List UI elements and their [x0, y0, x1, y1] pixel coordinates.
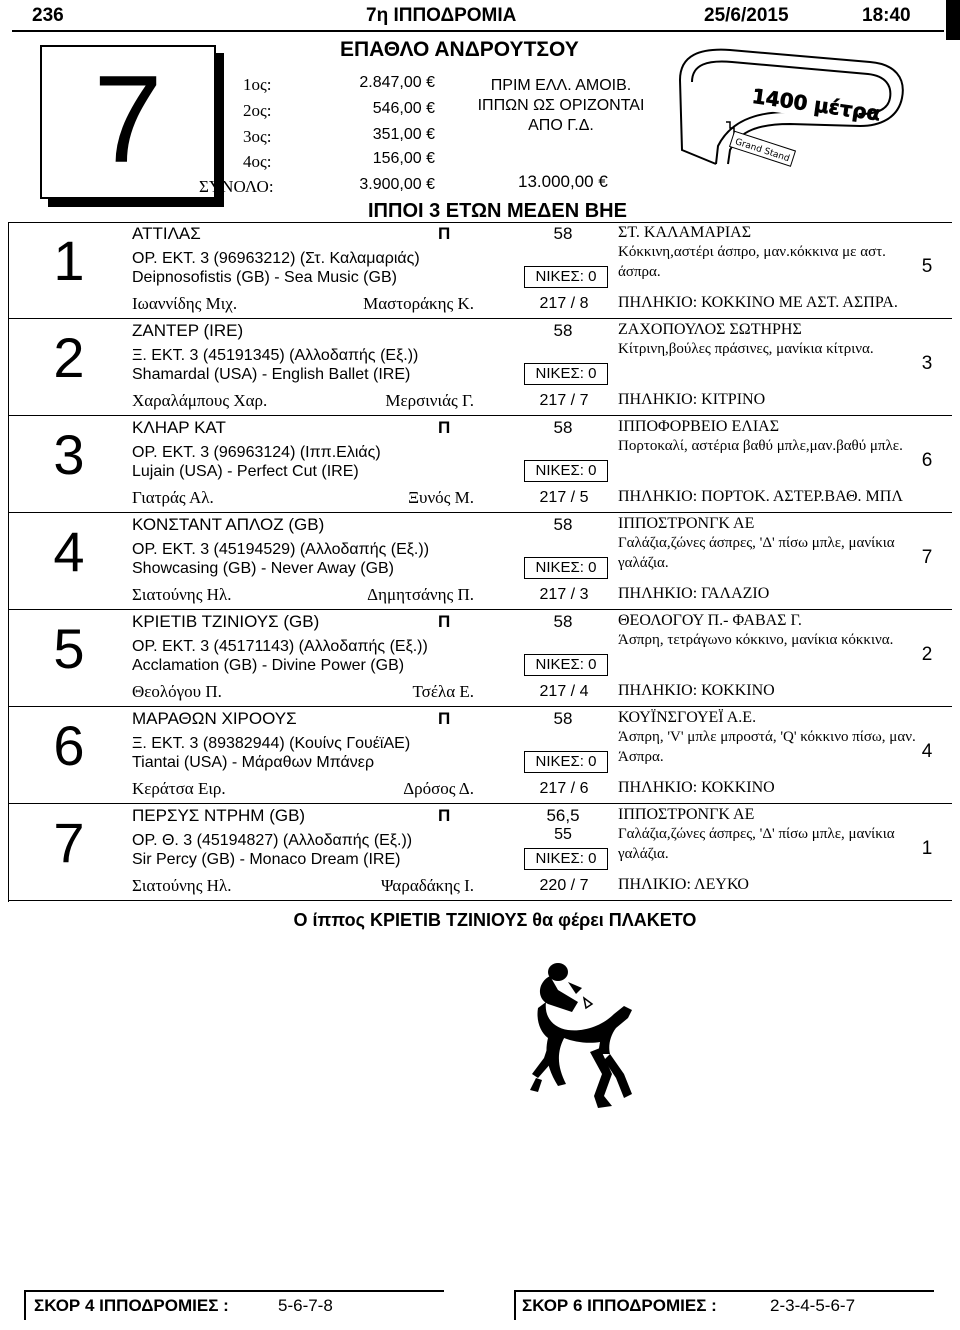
- distance-gate: 220 / 7: [539, 877, 589, 894]
- draw-number: 6: [921, 450, 933, 471]
- wins-box: ΝΙΚΕΣ: 0: [524, 751, 608, 773]
- horse-name: ΚΟΝΣΤΑΝΤ ΑΠΛΟΖ (GB): [132, 515, 325, 534]
- horse-weight: 58: [553, 612, 573, 631]
- skor4-value: 5-6-7-8: [278, 1296, 333, 1315]
- entry-row: [8, 319, 952, 416]
- silk-colours: Κίτρινη,βούλες πράσινες, μανίκια κίτρινα.: [618, 341, 874, 357]
- horse-weight: 58: [553, 321, 573, 340]
- prize-total-label: ΣΥΝΟΛΟ:: [199, 177, 274, 196]
- silk-colours: Άσπρη, τετράγωνο κόκκινο, μανίκια κόκκινα.: [618, 632, 894, 648]
- jockey-name: Δημητσάνης Π.: [367, 585, 474, 604]
- race-date: 25/6/2015: [704, 5, 789, 26]
- program-number: 5: [53, 617, 85, 680]
- horse-weight: 58: [553, 224, 573, 243]
- owner-name: ΖΑΧΟΠΟΥΛΟΣ ΣΩΤΗΡΗΣ: [618, 321, 802, 338]
- conditions-total: 13.000,00 €: [518, 172, 608, 191]
- prize-value: 2.847,00 €: [359, 74, 435, 91]
- condition-line: ΠΡΙΜ ΕΛΛ. ΑΜΟΙΒ.: [490, 77, 632, 94]
- program-number: 2: [53, 326, 85, 389]
- horse-name: ΑΤΤΙΛΑΣ: [132, 224, 201, 243]
- horse-registration: ΟΡ. ΕΚΤ. 3 (45171143) (Αλλοδαπής (Εξ.)): [132, 638, 428, 655]
- horse-pedigree: Lujain (USA) - Perfect Cut (IRE): [132, 463, 359, 480]
- prize-table: [199, 70, 435, 200]
- track-distance: 1400 μέτρα: [750, 83, 882, 126]
- horse-jockey-illustration: [528, 958, 640, 1114]
- wins-box: ΝΙΚΕΣ: 0: [524, 266, 608, 288]
- condition-line: ΑΠΟ Γ.Δ.: [528, 117, 594, 134]
- silk-colours: Άσπρη, 'V' μπλε μπροστά, 'Q' κόκκινο πίσω, μαν. Άσπρα.: [618, 729, 916, 765]
- race-label: 7η ΙΠΠΟΔΡΟΜΙΑ: [366, 5, 517, 26]
- race-title: ΕΠΑΘΛΟ ΑΝΔΡΟΥΤΣΟΥ: [340, 38, 579, 61]
- trainer-name: Θεολόγου Π.: [132, 682, 222, 701]
- horse-registration: ΟΡ. ΕΚΤ. 3 (45194529) (Αλλοδαπής (Εξ.)): [132, 541, 430, 558]
- prize-value: 156,00 €: [372, 150, 435, 167]
- race-number: 7: [93, 51, 163, 189]
- helmet-colour: ΠΗΛΗΚΙΟ: ΓΑΛΑΖΙΟ: [618, 585, 770, 602]
- helmet-colour: ΠΗΛΗΚΙΟ: ΚΟΚΚΙΝΟ: [618, 682, 775, 699]
- horse-name: ΚΛΗΑΡ ΚΑΤ: [132, 418, 226, 437]
- horse-pedigree: Deipnosofistis (GB) - Sea Music (GB): [132, 269, 397, 286]
- horse-name: ΜΑΡΑΘΩΝ ΧΙΡΟΟΥΣ: [132, 709, 297, 728]
- entry-row: [8, 804, 952, 901]
- entry-row: [8, 707, 952, 804]
- helmet-colour: ΠΗΛΗΚΙΟ: ΠΟΡΤΟΚ. ΑΣΤΕΡ.ΒΑΘ. ΜΠΛ: [618, 488, 903, 505]
- owner-name: ΘΕΟΛΟΓΟΥ Π.- ΦΑΒΑΣ Γ.: [618, 612, 802, 629]
- draw-number: 5: [921, 256, 933, 277]
- horse-name: ΚΡΙΕΤΙΒ ΤΖΙΝΙΟΥΣ (GB): [132, 612, 320, 631]
- page-header: [12, 0, 944, 32]
- distance-gate: 217 / 6: [539, 780, 589, 797]
- horse-registration: ΟΡ. Θ. 3 (45194827) (Αλλοδαπής (Εξ.)): [132, 832, 413, 849]
- horse-flag: Π: [438, 806, 451, 825]
- entry-row: [8, 610, 952, 707]
- horse-pedigree: Tiantai (USA) - Μάραθων Μπάνερ: [132, 754, 375, 771]
- trainer-name: Χαραλάμπους Χαρ.: [132, 391, 268, 410]
- silk-colours: Γαλάζια,ζώνες άσπρες, 'Δ' πίσω μπλε, μανίκια γαλάζια.: [618, 535, 895, 571]
- draw-number: 3: [921, 353, 933, 374]
- skor4-left-rule: [24, 1290, 26, 1320]
- jockey-name: Ψαραδάκης Ι.: [380, 876, 474, 895]
- horse-weight: 58: [553, 709, 573, 728]
- race-conditions: [466, 76, 656, 136]
- header-edge-bar: [946, 0, 960, 40]
- jockey-name: Μαστοράκης Κ.: [363, 294, 474, 313]
- entry-row: [8, 416, 952, 513]
- helmet-colour: ΠΗΛΗΚΙΟ: ΚΟΚΚΙΝΟ ΜΕ ΑΣΤ. ΑΣΠΡΑ.: [618, 294, 898, 311]
- prize-label: 4ος:: [243, 152, 272, 171]
- trainer-name: Σιατούνης Ηλ.: [132, 876, 232, 895]
- skor4-rule: [24, 1290, 444, 1292]
- horse-flag: Π: [438, 612, 451, 631]
- trainer-name: Κεράτσα Ειρ.: [132, 779, 226, 798]
- program-number: 3: [53, 423, 85, 486]
- horse-registration: Ξ. ΕΚΤ. 3 (45191345) (Αλλοδαπής (Εξ.)): [132, 347, 419, 364]
- horse-registration: ΟΡ. ΕΚΤ. 3 (96963124) (Ιππ.Ελιάς): [132, 444, 381, 461]
- track-outline-bend: [680, 80, 716, 164]
- jockey-name: Τσέλα Ε.: [412, 682, 474, 701]
- horse-flag: Π: [438, 709, 451, 728]
- skor4-label: ΣΚΟΡ 4 ΙΠΠΟΔΡΟΜΙΕΣ :: [34, 1296, 229, 1315]
- race-subtitle: ΙΠΠΟΙ 3 ΕΤΩΝ ΜΕΔΕΝ ΒΗΕ: [368, 200, 627, 222]
- distance-gate: 217 / 5: [539, 489, 589, 506]
- wins-box: ΝΙΚΕΣ: 0: [524, 557, 608, 579]
- wins-box: ΝΙΚΕΣ: 0: [524, 363, 608, 385]
- entry-row: [8, 222, 952, 319]
- program-number: 4: [53, 520, 85, 583]
- program-number: 6: [53, 714, 85, 777]
- horse-hoof: [530, 1078, 542, 1092]
- trainer-name: Γιατράς Αλ.: [132, 488, 214, 507]
- prize-value: 351,00 €: [372, 126, 435, 143]
- skor6-left-rule: [514, 1290, 516, 1320]
- silk-colours: Γαλάζια,ζώνες άσπρες, 'Δ' πίσω μπλε, μανίκια γαλάζια.: [618, 826, 895, 862]
- horse-registration: Ξ. ΕΚΤ. 3 (89382944) (Κουίνς ΓουέϊΑΕ): [132, 735, 411, 752]
- horse-weight-alt: 55: [554, 826, 572, 843]
- silk-colours: Κόκκινη,αστέρι άσπρο, μαν.κόκκινα με αστ. άσπρα.: [618, 244, 886, 280]
- jockey-name: Ξυνός Μ.: [408, 488, 474, 507]
- distance-gate: 217 / 8: [539, 295, 589, 312]
- jockey-arm: [568, 982, 582, 994]
- jockey-name: Μερσινιάς Γ.: [385, 391, 474, 410]
- condition-line: ΙΠΠΩΝ ΩΣ ΟΡΙΖΟΝΤΑΙ: [477, 97, 645, 114]
- horse-pedigree: Acclamation (GB) - Divine Power (GB): [132, 657, 405, 674]
- skor6-rule: [514, 1290, 934, 1292]
- horse-weight: 58: [553, 418, 573, 437]
- owner-name: ΙΠΠΟΦΟΡΒΕΙΟ ΕΛΙΑΣ: [618, 418, 780, 435]
- distance-gate: 217 / 7: [539, 392, 589, 409]
- race-number-box: [40, 45, 216, 199]
- prize-value: 546,00 €: [372, 100, 435, 117]
- horse-weight: 56,5: [546, 806, 580, 825]
- silk-colours: Πορτοκαλί, αστέρια βαθύ μπλε,μαν.βαθύ μπλε.: [618, 438, 903, 454]
- page-number: 236: [32, 5, 64, 26]
- owner-name: ΣΤ. ΚΑΛΑΜΑΡΙΑΣ: [618, 224, 752, 241]
- skor6-value: 2-3-4-5-6-7: [770, 1296, 856, 1315]
- trainer-name: Σιατούνης Ηλ.: [132, 585, 232, 604]
- prize-total-value: 3.900,00 €: [359, 176, 435, 193]
- owner-name: ΙΠΠΟΣΤΡΟΝΓΚ ΑΕ: [618, 806, 755, 823]
- grand-stand-label: Grand Stand: [733, 137, 791, 165]
- horse-pedigree: Showcasing (GB) - Never Away (GB): [132, 560, 395, 577]
- owner-name: ΙΠΠΟΣΤΡΟΝΓΚ ΑΕ: [618, 515, 755, 532]
- horse-flag: Π: [438, 224, 451, 243]
- wins-box: ΝΙΚΕΣ: 0: [524, 848, 608, 870]
- skor6-label: ΣΚΟΡ 6 ΙΠΠΟΔΡΟΜΙΕΣ :: [522, 1296, 717, 1315]
- horse-name: ΖΑΝΤΕΡ (IRE): [132, 321, 244, 340]
- draw-number: 4: [921, 741, 933, 762]
- program-number: 1: [53, 229, 85, 292]
- helmet-colour: ΠΗΛΙΚΙΟ: ΛΕΥΚΟ: [618, 876, 749, 893]
- horse-muscle-line: [578, 1013, 604, 1020]
- prize-label: 1ος:: [243, 75, 272, 94]
- draw-number: 1: [921, 838, 933, 859]
- distance-gate: 217 / 4: [539, 683, 589, 700]
- wins-box: ΝΙΚΕΣ: 0: [524, 460, 608, 482]
- owner-name: ΚΟΥΪΝΣΓΟΥΕΪ Α.Ε.: [618, 709, 757, 726]
- horse-pedigree: Sir Percy (GB) - Monaco Dream (IRE): [132, 851, 401, 868]
- draw-number: 2: [921, 644, 933, 665]
- jockey-name: Δρόσος Δ.: [403, 779, 474, 798]
- program-number: 7: [53, 811, 85, 874]
- blinker-note: Ο ίππος ΚΡΙΕΤΙΒ ΤΖΙΝΙΟΥΣ θα φέρει ΠΛΑΚΕΤΟ: [293, 910, 697, 930]
- prize-label: 3ος:: [243, 127, 272, 146]
- wins-box: ΝΙΚΕΣ: 0: [524, 654, 608, 676]
- saddle-cloth: [584, 998, 592, 1008]
- horse-flag: Π: [438, 418, 451, 437]
- entry-row: [8, 513, 952, 610]
- race-time: 18:40: [862, 5, 911, 26]
- helmet-colour: ΠΗΛΗΚΙΟ: ΚΙΤΡΙΝΟ: [618, 391, 766, 408]
- distance-gate: 217 / 3: [539, 586, 589, 603]
- helmet-colour: ΠΗΛΗΚΙΟ: ΚΟΚΚΙΝΟ: [618, 779, 775, 796]
- trainer-name: Ιωαννίδης Μιχ.: [132, 294, 238, 313]
- horse-pedigree: Shamardal (USA) - English Ballet (IRE): [132, 366, 411, 383]
- prize-label: 2ος:: [243, 101, 272, 120]
- horse-name: ΠΕΡΣΥΣ ΝΤΡΗΜ (GB): [132, 806, 306, 825]
- horse-weight: 58: [553, 515, 573, 534]
- track-diagram: [670, 40, 910, 180]
- horse-registration: ΟΡ. ΕΚΤ. 3 (96963212) (Στ. Καλαμαριάς): [132, 250, 420, 267]
- draw-number: 7: [921, 547, 933, 568]
